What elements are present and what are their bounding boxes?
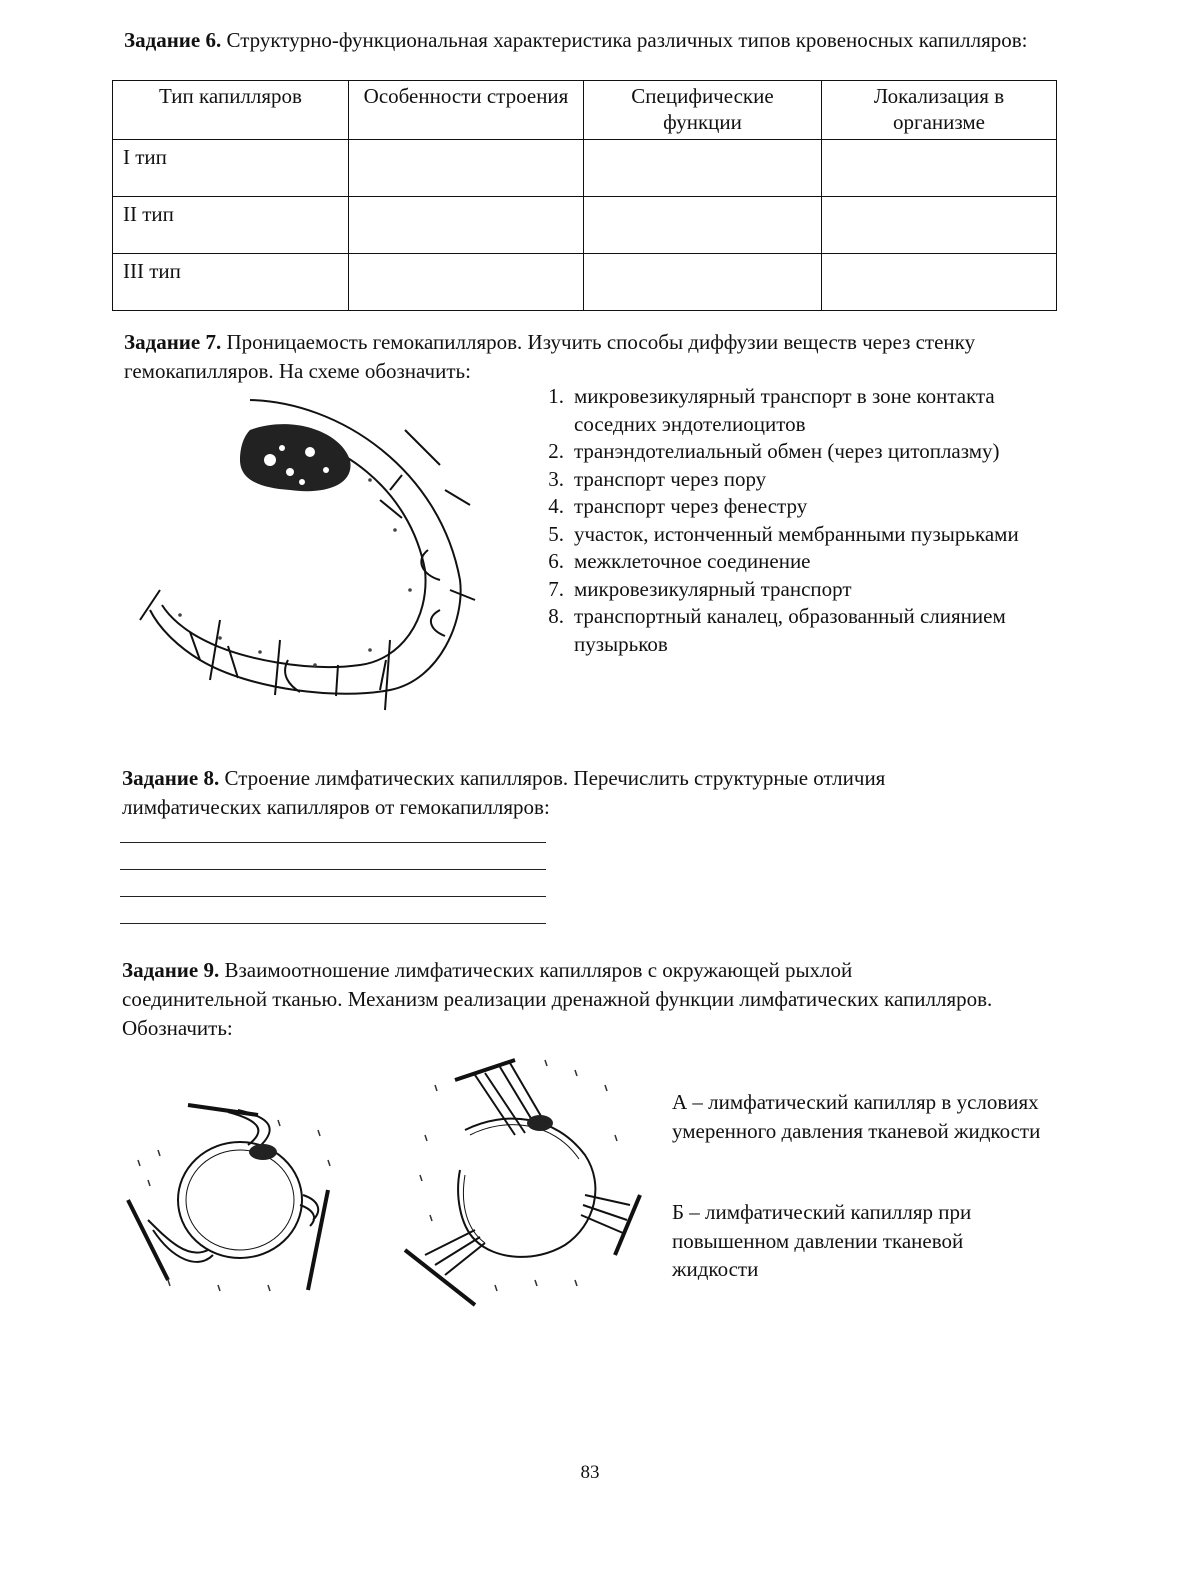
table-row [113, 197, 1057, 254]
task7-text: Проницаемость гемокапилляров. Изучить способы диффузии веществ через стенку гемокапилляров. На схеме обозначить: [124, 330, 976, 383]
task6-text: Структурно-функциональная характеристика различных типов кровеносных капилляров: [221, 28, 1028, 52]
list-item: 6. межклеточное соединение [548, 549, 811, 573]
task9-label: Задание 9. [122, 958, 220, 982]
list-item: 7. микровезикулярный транспорт [548, 576, 852, 601]
row-label: II тип [113, 197, 349, 254]
answer-line[interactable] [120, 869, 546, 870]
task8-text: Строение лимфатических капилляров. Перечислить структурные отличия лимфатических капилляров от гемокапилляров: [122, 766, 886, 819]
list-item: 5. участок, истонченный мембранными пузырьками [548, 521, 1019, 546]
row-label: III тип [113, 254, 349, 311]
lymph-capillary-diagram-b [405, 1055, 645, 1315]
answer-line[interactable] [120, 923, 546, 924]
task7-heading [124, 328, 1024, 386]
task8-heading [122, 764, 1002, 822]
table-header-cell: Локализация в организме [822, 81, 1057, 140]
task7-label: Задание 7. [124, 330, 222, 354]
list-item: 2. транэндотелиальный обмен (через цитоплазму) [548, 439, 1000, 463]
table-header-cell: Тип капилляров [113, 81, 349, 140]
capillary-table [112, 80, 1057, 311]
row-label: I тип [113, 140, 349, 197]
table-cell[interactable] [349, 254, 584, 311]
page-number: 83 [580, 1462, 600, 1483]
list-item: 4. транспорт через фенестру [548, 494, 808, 518]
hemocapillary-diagram [140, 390, 480, 710]
table-header-row [113, 81, 1057, 140]
task9-heading [122, 956, 1002, 1043]
legend-a: А – лимфатический капилляр в условиях умеренного давления тканевой жидкости [672, 1090, 1041, 1143]
table-cell[interactable] [822, 254, 1057, 311]
table-cell[interactable] [822, 140, 1057, 197]
list-item: 3. транспорт через пору [548, 466, 767, 491]
lymph-capillary-diagram-a [128, 1100, 348, 1300]
table-row [113, 254, 1057, 311]
task8-label: Задание 8. [122, 766, 220, 790]
task7-list [522, 383, 1082, 658]
task6-label: Задание 6. [124, 28, 222, 52]
table-cell[interactable] [584, 140, 822, 197]
list-item: 1. микровезикулярный транспорт в зоне контакта соседних эндотелиоцитов [548, 384, 995, 436]
answer-line[interactable] [120, 842, 546, 843]
legend-b: Б – лимфатический капилляр при повышенном давлении тканевой жидкости [672, 1200, 972, 1281]
table-cell[interactable] [822, 197, 1057, 254]
task6-heading [124, 26, 1044, 55]
table-cell[interactable] [349, 197, 584, 254]
table-header-cell: Специфические функции [584, 81, 822, 140]
answer-line[interactable] [120, 896, 546, 897]
task9-text: Взаимоотношение лимфатических капилляров с окружающей рыхлой соединительной тканью. Механизм реализации дренажной функции лимфатических капилляров. Обозначить: [122, 958, 993, 1040]
list-item: 8. транспортный каналец, образованный слиянием пузырьков [548, 604, 1006, 656]
table-cell[interactable] [584, 254, 822, 311]
table-row [113, 140, 1057, 197]
table-cell[interactable] [349, 140, 584, 197]
table-header-cell: Особенности строения [349, 81, 584, 140]
table-cell[interactable] [584, 197, 822, 254]
